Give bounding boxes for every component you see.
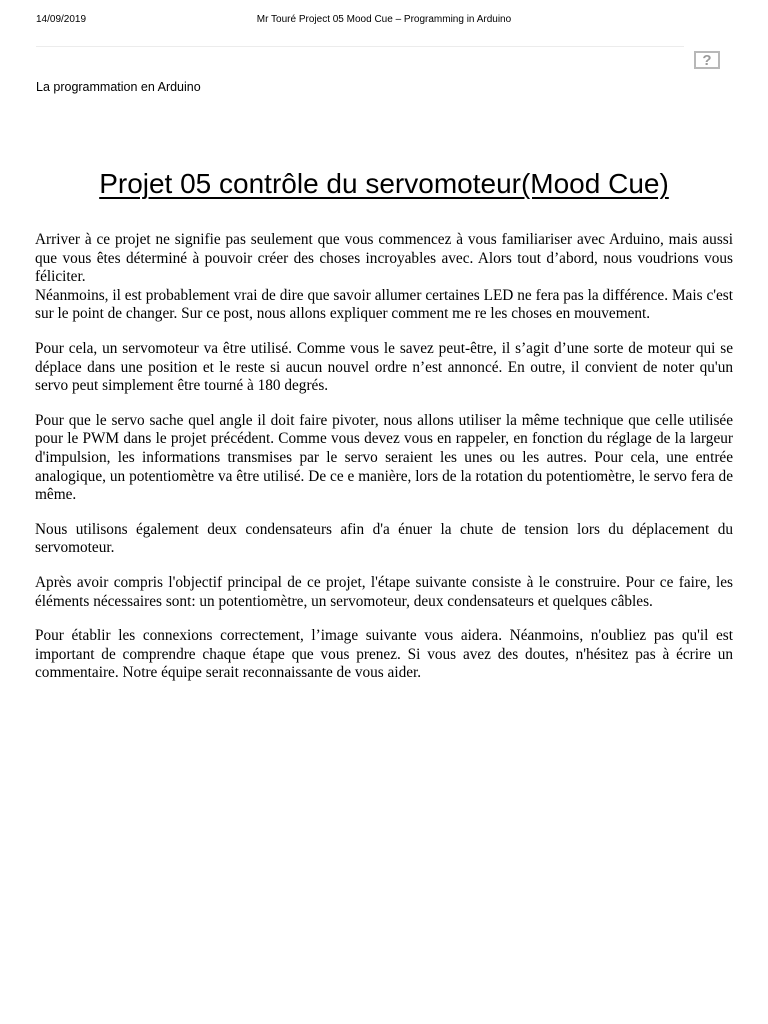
paragraph-5: Nous utilisons également deux condensateurs afin d'a énuer la chute de tension lors du déplacement du servomoteur. [35,520,733,557]
paragraph-1: Arriver à ce projet ne signifie pas seulement que vous commencez à vous familiariser avec Arduino, mais aussi que vous êtes déterminé à pouvoir créer des choses incroyables avec. Alors tout d’abord, nous voudrions vous féliciter. [35,231,733,286]
help-glyph: ? [702,51,712,69]
article-body [35,231,733,699]
print-page-title: Mr Touré Project 05 Mood Cue – Programming in Arduino [256,14,512,25]
page-title: Projet 05 contrôle du servomoteur(Mood Cue) [99,168,669,199]
paragraph-2: Néanmoins, il est probablement vrai de dire que savoir allumer certaines LED ne fera pas la différence. Mais c'est sur le point de changer. Sur ce post, nous allons expliquer comment me re les choses en mouvement. [35,286,733,323]
print-header [36,14,732,30]
paragraph-3: Pour cela, un servomoteur va être utilisé. Comme vous le savez peut-être, il s’agit d’une sorte de moteur qui se déplace dans une position et le reste si aucun nouvel ordre n’est annoncé. En outre, il convient de noter qu'un servo peut simplement être tourné à 180 degrés. [35,339,733,395]
paragraph-6: Après avoir compris l'objectif principal de ce projet, l'étape suivante consiste à le construire. Pour ce faire, les éléments nécessaires sont: un potentiomètre, un servomoteur, deux condensateurs et quelques câbles. [35,573,733,610]
help-icon[interactable] [694,51,720,69]
paragraph-7: Pour établir les connexions correctement, l’image suivante vous aidera. Néanmoins, n'oubliez pas qu'il est important de comprendre chaque étape que vous prenez. Si vous avez des doutes, n'hésitez pas à écrire un commentaire. Notre équipe serait reconnaissante de vous aider. [35,627,733,682]
print-date: 14/09/2019 [36,14,87,25]
site-name: La programmation en Arduino [36,80,201,94]
header-divider [36,46,684,47]
paragraph-4: Pour que le servo sache quel angle il doit faire pivoter, nous allons utiliser la même technique que celle utilisée pour le PWM dans le projet précédent. Comme vous devez vous en rappeler, en fonction du réglage de la largeur d'impulsion, les informations transmises par le servo seraient les unes ou les autres. Pour cela, une entrée analogique, un potentiomètre va être utilisé. De ce e manière, lors de la rotation du potentiomètre, le servo fera de même. [35,411,733,504]
